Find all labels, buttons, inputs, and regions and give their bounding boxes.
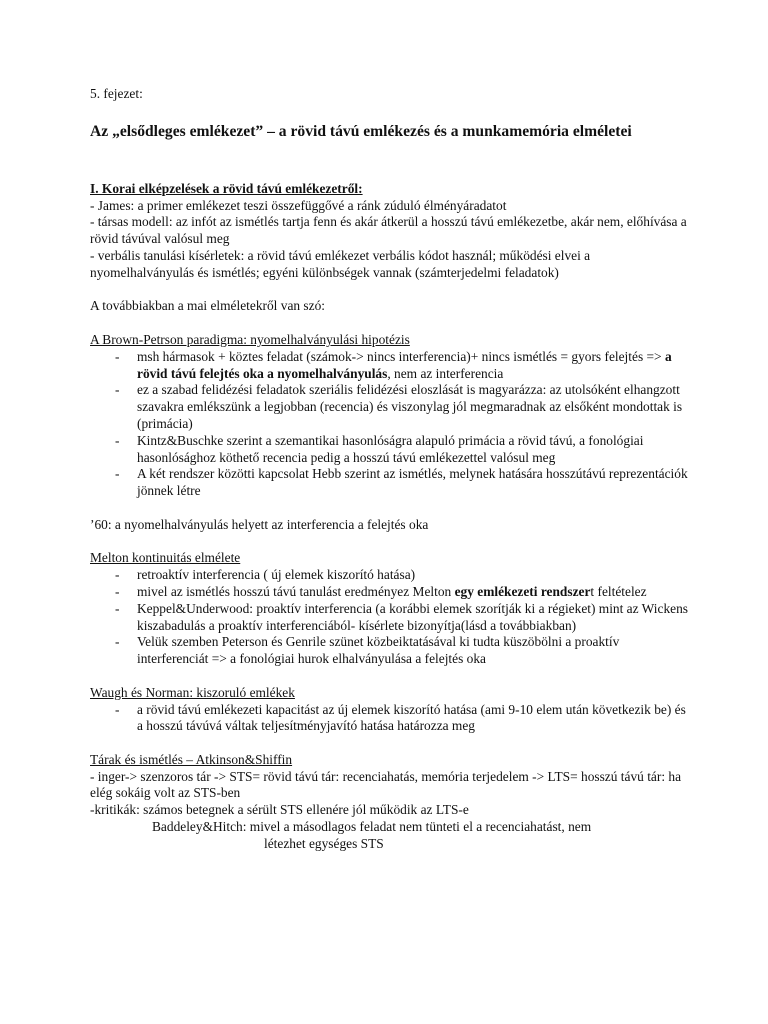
chapter-label: 5. fejezet:	[90, 86, 143, 101]
section-heading-melton: Melton kontinuitás elmélete	[90, 550, 241, 566]
list-item: - Kintz&Buschke szerint a szemantikai hasonlóságra alapuló primácia a rövid távú, a fonológiai hasonlósághoz köthető recencia pedig a hosszú távú emlékezettel valósul meg	[115, 432, 644, 465]
list-item: - mivel az ismétlés hosszú távú tanulást eredményez Melton egy emlékezeti rendszert feltételez	[115, 583, 647, 599]
section-heading-atkinson-shiffin: Tárak és ismétlés – Atkinson&Shiffin	[90, 751, 293, 767]
list-item: - A két rendszer közötti kapcsolat Hebb szerint az ismétlés, melynek hatására hosszútávú reprezentációk jönnek létre	[115, 466, 688, 499]
melton-list	[90, 567, 690, 668]
text-line: - társas modell: az infót az ismétlés tartja fenn és akár átkerül a hosszú távú emlékezetbe, akár nem, előhívása a rövid távúval valósul meg	[90, 214, 687, 247]
brown-petrson-list	[90, 349, 690, 500]
section-heading-waugh-norman: Waugh és Norman: kiszoruló emlékek	[90, 684, 295, 700]
list-item: - Velük szemben Peterson és Genrile szünet közbeiktatásával ki tudta küszöbölni a proaktív interferenciát => a fonológiai hurok elhalványulása a felejtés oka	[115, 634, 620, 667]
text-line: Baddeley&Hitch: mivel a másodlagos feladat nem tünteti el a recenciahatást, nem	[152, 819, 592, 835]
list-item: - Keppel&Underwood: proaktív interferencia (a korábbi elemek szorítják ki a régieket) mint az Wickens kiszabadulás a proaktív interferenciából- kísérlete bizonyítja(lásd a továbbiakban)	[115, 600, 688, 633]
text-line: - James: a primer emlékezet teszi összefüggővé a ránk zúduló élményáradatot	[90, 197, 507, 213]
text-line: -kritikák: számos betegnek a sérült STS ellenére jól működik az LTS-e	[90, 802, 469, 818]
sixties-paragraph: ’60: a nyomelhalványulás helyett az interferencia a felejtés oka	[90, 516, 429, 532]
list-item: - msh hármasok + köztes feladat (számok-> nincs interferencia)+ nincs ismétlés = gyors felejtés => a rövid távú felejtés oka a nyomelhalványulás, nem az interferencia	[115, 348, 672, 381]
section-heading-brown-petrson: A Brown-Petrson paradigma: nyomelhalványulási hipotézis	[90, 331, 410, 347]
list-item: - retroaktív interferencia ( új elemek kiszorító hatása)	[115, 567, 416, 583]
waugh-norman-list	[90, 702, 690, 736]
chapter-title: Az „elsődleges emlékezet” – a rövid távú emlékezés és a munkamemória elméletei	[90, 122, 632, 140]
document-page	[90, 86, 690, 853]
section-heading-early-views: I. Korai elképzelések a rövid távú emlékezetről:	[90, 180, 363, 196]
list-item: - a rövid távú emlékezeti kapacitást az új elemek kiszorító hatása (ami 9-10 elem után következik be) és a hosszú távúvá váltak teljesítményjavító hatása határozza meg	[115, 701, 686, 734]
text-line: - inger-> szenzoros tár -> STS= rövid távú tár: recenciahatás, memória terjedelem -> LTS= hosszú távú tár: ha elég sokáig volt az STS-ben	[90, 768, 682, 801]
list-item: - ez a szabad felidézési feladatok szeriális felidézési eloszlását is magyarázza: az utolsóként elhangzott szavakra emlékszünk a legjobban (recencia) és viszonylag jól megmaradnak az elsőként mondottak is (primácia)	[115, 382, 683, 431]
intro-paragraph: A továbbiakban a mai elméletekről van szó:	[90, 298, 326, 314]
text-line: létezhet egységes STS	[264, 835, 384, 851]
text-line: - verbális tanulási kísérletek: a rövid távú emlékezet verbális kódot használ; működési elvei a nyomelhalványulás és ismétlés; egyéni különbségek vannak (számterjedelmi feladatok)	[90, 247, 591, 280]
